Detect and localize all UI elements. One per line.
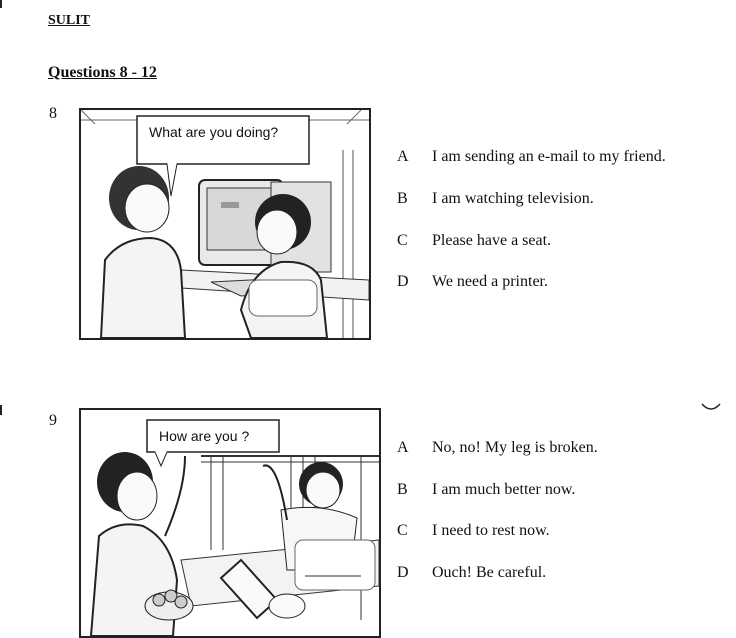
option-text: I am watching television. <box>432 190 594 207</box>
option-text: Please have a seat. <box>432 232 552 249</box>
question-8-speech-bubble: What are you doing? <box>149 124 279 140</box>
question-8-options <box>397 148 717 308</box>
section-title: Questions 8 - 12 <box>48 64 157 81</box>
option-letter: C <box>397 232 408 249</box>
option-text: We need a printer. <box>432 273 548 290</box>
option-text: No, no! My leg is broken. <box>432 439 598 456</box>
option-letter: D <box>397 273 409 290</box>
question-8-number: 8 <box>49 105 57 122</box>
question-9-illustration <box>79 408 381 638</box>
option-text: I need to rest now. <box>432 522 550 539</box>
question-8-illustration <box>79 108 371 340</box>
scan-mark-bottom <box>0 405 2 415</box>
option-letter: D <box>397 564 409 581</box>
question-9-number: 9 <box>49 412 57 429</box>
option-text: Ouch! Be careful. <box>432 564 547 581</box>
office-scene-drawing <box>81 110 369 338</box>
option-letter: C <box>397 522 408 539</box>
scan-mark-right <box>700 400 722 414</box>
option-letter: A <box>397 148 409 165</box>
option-letter: B <box>397 481 408 498</box>
option-text: I am sending an e-mail to my friend. <box>432 148 666 165</box>
option-text: I am much better now. <box>432 481 576 498</box>
question-9-options <box>397 439 717 599</box>
option-letter: B <box>397 190 408 207</box>
scan-mark-top <box>0 0 2 8</box>
question-9-speech-bubble: How are you ? <box>159 428 250 444</box>
page-header: SULIT <box>48 13 91 28</box>
option-letter: A <box>397 439 409 456</box>
